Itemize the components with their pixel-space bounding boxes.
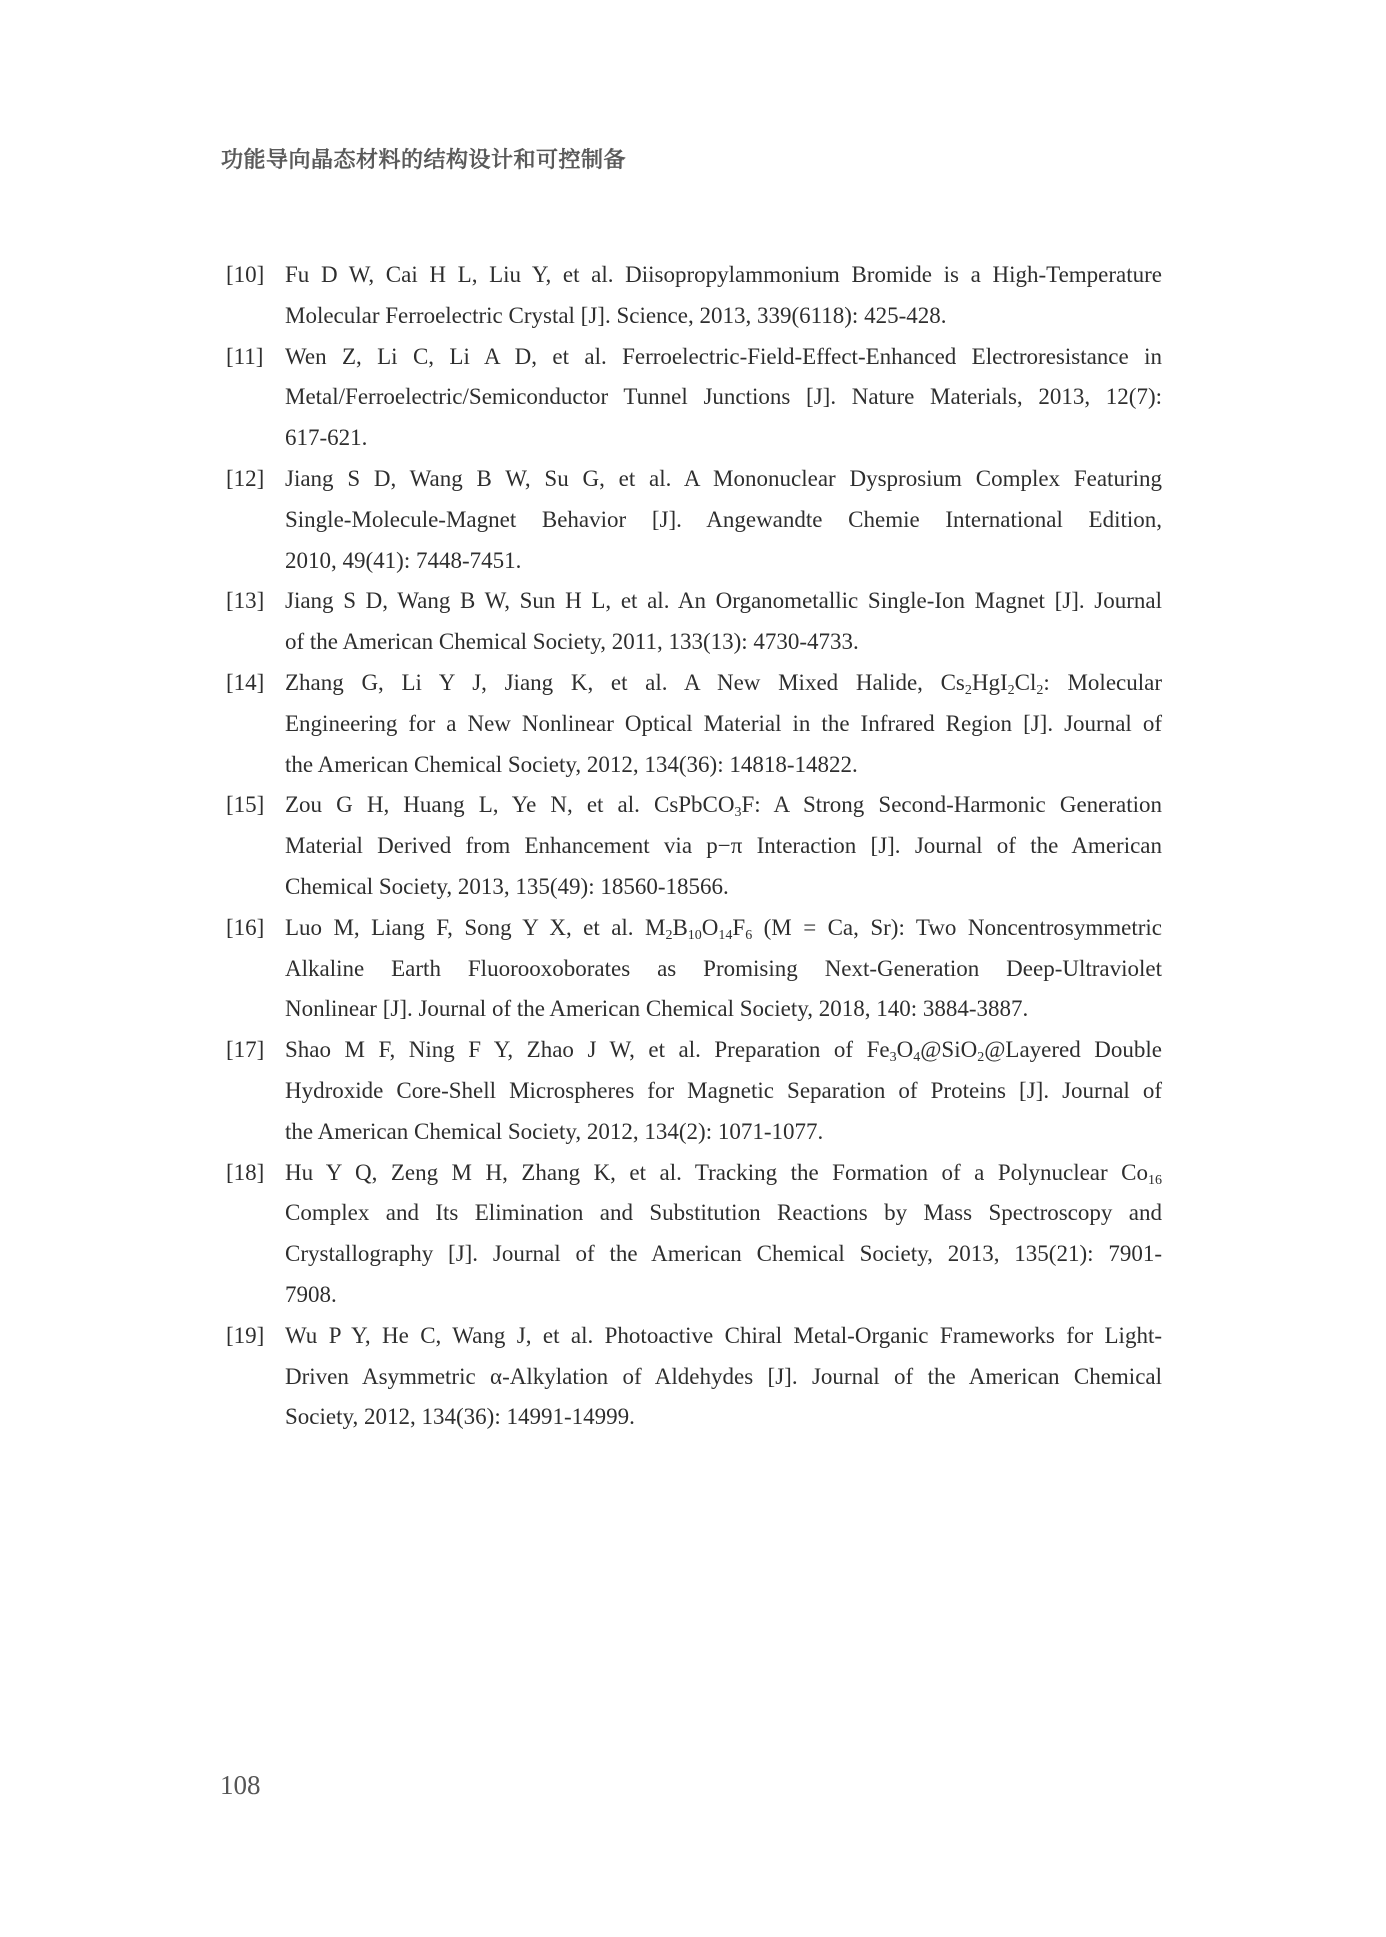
subscript: 16	[1148, 1172, 1162, 1188]
reference-line: Society, 2012, 134(36): 14991-14999.	[285, 1404, 635, 1430]
reference-line: Crystallography [J]. Journal of the American Chemical Society, 2013, 135(21): 7901-	[285, 1241, 1162, 1267]
reference-line: Metal/Ferroelectric/Semiconductor Tunnel Junctions [J]. Nature Materials, 2013, 12(7):	[285, 384, 1162, 410]
reference-item	[226, 1316, 1166, 1438]
reference-line: Hydroxide Core-Shell Microspheres for Magnetic Separation of Proteins [J]. Journal of	[285, 1077, 1162, 1103]
reference-number: [14]	[226, 669, 265, 695]
reference-line: the American Chemical Society, 2012, 134(2): 1071-1077.	[285, 1118, 824, 1144]
reference-number: [12]	[226, 465, 265, 491]
reference-number: [16]	[226, 914, 265, 940]
reference-line: Alkaline Earth Fluorooxoborates as Promising Next-Generation Deep-Ultraviolet	[285, 955, 1162, 981]
reference-line: Hu Y Q, Zeng M H, Zhang K, et al. Tracking the Formation of a Polynuclear $Co_{16}$	[285, 1159, 1162, 1188]
reference-number: [15]	[226, 792, 265, 818]
reference-line: Chemical Society, 2013, 135(49): 18560-18566.	[285, 873, 729, 899]
reference-line: of the American Chemical Society, 2011, 133(13): 4730-4733.	[285, 629, 859, 655]
subscript: 14	[718, 927, 733, 943]
subscript: 2	[964, 682, 972, 698]
reference-item	[226, 255, 1166, 337]
reference-item	[226, 581, 1166, 663]
reference-item	[226, 663, 1166, 785]
reference-item	[226, 337, 1166, 459]
reference-line: Jiang S D, Wang B W, Su G, et al. A Mononuclear Dysprosium Complex Featuring	[285, 465, 1162, 491]
reference-number: [13]	[226, 588, 265, 614]
reference-line: Shao M F, Ning F Y, Zhao J W, et al. Preparation of $Fe_3O_4@SiO_2@Layered$ Double	[285, 1037, 1162, 1066]
reference-line: Fu D W, Cai H L, Liu Y, et al. Diisopropylammonium Bromide is a High-Temperature	[285, 262, 1162, 287]
reference-list	[226, 255, 1166, 1438]
reference-line: Single-Molecule-Magnet Behavior [J]. Angewandte Chemie International Edition,	[285, 506, 1162, 532]
reference-line: Molecular Ferroelectric Crystal [J]. Science, 2013, 339(6118): 425-428.	[285, 302, 947, 328]
reference-number: [17]	[226, 1037, 265, 1063]
subscript: 3	[889, 1050, 897, 1066]
reference-line: Driven Asymmetric α-Alkylation of Aldehydes [J]. Journal of the American Chemical	[285, 1363, 1162, 1389]
reference-item	[226, 908, 1166, 1030]
subscript: 10	[687, 927, 702, 943]
subscript: 2	[977, 1050, 985, 1066]
reference-number: [10]	[226, 262, 265, 287]
reference-number: [18]	[226, 1159, 265, 1185]
reference-item	[226, 1030, 1166, 1152]
subscript: 2	[665, 927, 673, 943]
reference-line: Jiang S D, Wang B W, Sun H L, et al. An Organometallic Single-Ion Magnet [J]. Journal	[285, 588, 1162, 614]
reference-item	[226, 785, 1166, 907]
reference-line: 7908.	[285, 1281, 337, 1307]
reference-line: Engineering for a New Nonlinear Optical Material in the Infrared Region [J]. Journal of	[285, 710, 1162, 736]
reference-line: the American Chemical Society, 2012, 134(36): 14818-14822.	[285, 751, 858, 777]
running-header: 功能导向晶态材料的结构设计和可控制备	[221, 148, 627, 173]
subscript: 2	[1007, 682, 1015, 698]
subscript: 2	[1036, 682, 1044, 698]
page-number: 108	[220, 1770, 261, 1800]
subscript: 3	[734, 805, 742, 821]
reference-line: Zou G H, Huang L, Ye N, et al. CsPbCO$_3$F: A Strong Second-Harmonic Generation	[285, 792, 1163, 821]
reference-line: Material Derived from Enhancement via p−π Interaction [J]. Journal of the American	[285, 833, 1162, 859]
reference-number: [19]	[226, 1322, 265, 1348]
reference-line: Luo M, Liang F, Song Y X, et al. $M_2B_{10}O_{14}F_6$ (M = Ca, Sr): Two Noncentrosymmetric	[285, 914, 1162, 943]
reference-line: Nonlinear [J]. Journal of the American Chemical Society, 2018, 140: 3884-3887.	[285, 996, 1029, 1022]
reference-line: Wu P Y, He C, Wang J, et al. Photoactive Chiral Metal-Organic Frameworks for Light-	[285, 1322, 1162, 1348]
subscript: 6	[745, 927, 753, 943]
reference-item	[226, 459, 1166, 581]
reference-number: [11]	[226, 343, 264, 369]
reference-line: 617-621.	[285, 425, 368, 451]
reference-line: Complex and Its Elimination and Substitution Reactions by Mass Spectroscopy and	[285, 1200, 1162, 1226]
subscript: 4	[913, 1050, 921, 1066]
reference-item	[226, 1153, 1166, 1316]
reference-line: 2010, 49(41): 7448-7451.	[285, 547, 522, 573]
reference-line: Zhang G, Li Y J, Jiang K, et al. A New Mixed Halide, $Cs_2HgI_2Cl_2$: Molecular	[285, 669, 1163, 698]
reference-line: Wen Z, Li C, Li A D, et al. Ferroelectric-Field-Effect-Enhanced Electroresistance in	[285, 343, 1162, 369]
